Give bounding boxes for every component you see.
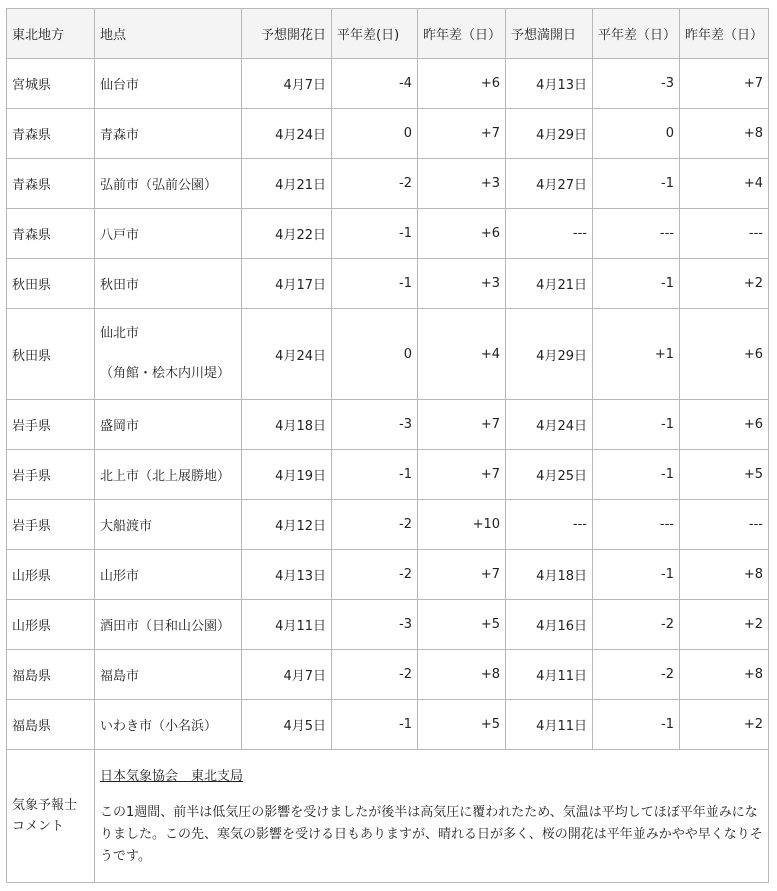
cell-full-normal-diff: -1 (593, 259, 680, 309)
cell-full-normal-diff: -2 (593, 600, 680, 650)
cell-full-bloom-date: --- (506, 500, 593, 550)
cell-bloom-date: 4月18日 (242, 400, 332, 450)
cell-bloom-date: 4月21日 (242, 159, 332, 209)
cell-bloom-lastyear-diff: +3 (418, 159, 506, 209)
cell-full-normal-diff: -1 (593, 700, 680, 750)
cell-prefecture: 山形県 (7, 600, 95, 650)
cell-bloom-lastyear-diff: +7 (418, 109, 506, 159)
cell-prefecture: 秋田県 (7, 309, 95, 400)
cell-site (95, 309, 242, 400)
cell-bloom-normal-diff: 0 (332, 309, 418, 400)
header-full-lastyear-diff: 昨年差（日） (680, 9, 769, 59)
cell-full-bloom-date: 4月11日 (506, 650, 593, 700)
cell-site-line2: （角館・桧木内川堤） (100, 366, 231, 381)
cell-bloom-date: 4月5日 (242, 700, 332, 750)
forecaster-comment-row (7, 750, 769, 883)
cell-full-lastyear-diff: +8 (680, 550, 769, 600)
cell-full-lastyear-diff: +2 (680, 600, 769, 650)
cell-full-normal-diff: 0 (593, 109, 680, 159)
cell-bloom-normal-diff: -4 (332, 59, 418, 109)
cell-bloom-lastyear-diff: +5 (418, 600, 506, 650)
cell-full-bloom-date: 4月18日 (506, 550, 593, 600)
cell-bloom-normal-diff: -1 (332, 259, 418, 309)
cell-site: 八戸市 (95, 209, 242, 259)
cell-full-lastyear-diff: --- (680, 500, 769, 550)
cell-full-normal-diff: +1 (593, 309, 680, 400)
cell-full-normal-diff: -1 (593, 159, 680, 209)
table-row (7, 550, 769, 600)
cell-full-normal-diff: -2 (593, 650, 680, 700)
cell-bloom-date: 4月19日 (242, 450, 332, 500)
cell-bloom-lastyear-diff: +10 (418, 500, 506, 550)
cell-bloom-normal-diff: -3 (332, 400, 418, 450)
cell-prefecture: 秋田県 (7, 259, 95, 309)
cell-full-lastyear-diff: +2 (680, 700, 769, 750)
comment-label-line2: コメント (12, 819, 65, 834)
table-row (7, 650, 769, 700)
cell-bloom-normal-diff: -2 (332, 550, 418, 600)
sakura-forecast-table (6, 8, 769, 883)
comment-label (7, 750, 95, 883)
table-row (7, 700, 769, 750)
cell-full-lastyear-diff: +2 (680, 259, 769, 309)
cell-bloom-date: 4月7日 (242, 650, 332, 700)
table-row (7, 59, 769, 109)
cell-site: 盛岡市 (95, 400, 242, 450)
table-row (7, 600, 769, 650)
cell-bloom-date: 4月13日 (242, 550, 332, 600)
cell-bloom-date: 4月24日 (242, 109, 332, 159)
cell-full-normal-diff: -3 (593, 59, 680, 109)
header-region: 東北地方 (7, 9, 95, 59)
cell-bloom-normal-diff: -3 (332, 600, 418, 650)
cell-bloom-normal-diff: 0 (332, 109, 418, 159)
table-row (7, 500, 769, 550)
cell-full-bloom-date: 4月27日 (506, 159, 593, 209)
comment-body: この1週間、前半は低気圧の影響を受けましたが後半は高気圧に覆われたため、気温は平均してほぼ平年並みになりました。この先、寒気の影響を受ける日もありますが、晴れる日が多く、桜の開花は平年並みかやや早くなりそうです。 (100, 804, 763, 864)
table-row (7, 159, 769, 209)
comment-label-line1: 気象予報士 (12, 798, 78, 813)
table-header-row (7, 9, 769, 59)
cell-bloom-lastyear-diff: +8 (418, 650, 506, 700)
cell-bloom-normal-diff: -2 (332, 159, 418, 209)
cell-full-lastyear-diff: +8 (680, 109, 769, 159)
cell-full-lastyear-diff: +8 (680, 650, 769, 700)
cell-prefecture: 山形県 (7, 550, 95, 600)
cell-full-bloom-date: 4月25日 (506, 450, 593, 500)
table-row (7, 309, 769, 400)
cell-prefecture: 岩手県 (7, 500, 95, 550)
cell-site: 秋田市 (95, 259, 242, 309)
header-site: 地点 (95, 9, 242, 59)
cell-bloom-date: 4月7日 (242, 59, 332, 109)
cell-site: 酒田市（日和山公園） (95, 600, 242, 650)
cell-site-line1: 仙北市 (100, 326, 140, 341)
cell-bloom-normal-diff: -2 (332, 650, 418, 700)
cell-bloom-date: 4月12日 (242, 500, 332, 550)
cell-prefecture: 青森県 (7, 209, 95, 259)
table-row (7, 259, 769, 309)
cell-prefecture: 青森県 (7, 109, 95, 159)
header-full-normal-diff: 平年差（日） (593, 9, 680, 59)
cell-bloom-lastyear-diff: +7 (418, 450, 506, 500)
cell-site: 青森市 (95, 109, 242, 159)
cell-full-bloom-date: 4月21日 (506, 259, 593, 309)
cell-full-bloom-date: 4月29日 (506, 109, 593, 159)
cell-prefecture: 岩手県 (7, 400, 95, 450)
cell-full-lastyear-diff: --- (680, 209, 769, 259)
cell-bloom-date: 4月11日 (242, 600, 332, 650)
cell-bloom-normal-diff: -2 (332, 500, 418, 550)
cell-bloom-lastyear-diff: +7 (418, 550, 506, 600)
cell-bloom-normal-diff: -1 (332, 700, 418, 750)
cell-bloom-date: 4月17日 (242, 259, 332, 309)
cell-bloom-lastyear-diff: +6 (418, 59, 506, 109)
header-bloom-date: 予想開花日 (242, 9, 332, 59)
table-row (7, 109, 769, 159)
cell-bloom-lastyear-diff: +5 (418, 700, 506, 750)
cell-bloom-lastyear-diff: +3 (418, 259, 506, 309)
cell-bloom-normal-diff: -1 (332, 450, 418, 500)
cell-site: 福島市 (95, 650, 242, 700)
cell-prefecture: 岩手県 (7, 450, 95, 500)
cell-full-bloom-date: 4月24日 (506, 400, 593, 450)
header-bloom-lastyear-diff: 昨年差（日） (418, 9, 506, 59)
cell-prefecture: 福島県 (7, 650, 95, 700)
cell-full-bloom-date: --- (506, 209, 593, 259)
cell-bloom-date: 4月24日 (242, 309, 332, 400)
cell-full-bloom-date: 4月16日 (506, 600, 593, 650)
cell-full-normal-diff: -1 (593, 450, 680, 500)
cell-site: 弘前市（弘前公園） (95, 159, 242, 209)
cell-full-normal-diff: -1 (593, 550, 680, 600)
cell-bloom-lastyear-diff: +4 (418, 309, 506, 400)
cell-site: 北上市（北上展勝地） (95, 450, 242, 500)
cell-site: 大船渡市 (95, 500, 242, 550)
cell-full-normal-diff: -1 (593, 400, 680, 450)
comment-organization: 日本気象協会 東北支局 (100, 768, 244, 784)
cell-full-normal-diff: --- (593, 209, 680, 259)
cell-site: 仙台市 (95, 59, 242, 109)
cell-full-lastyear-diff: +7 (680, 59, 769, 109)
table-row (7, 400, 769, 450)
header-bloom-normal-diff: 平年差(日) (332, 9, 418, 59)
cell-prefecture: 福島県 (7, 700, 95, 750)
cell-bloom-lastyear-diff: +7 (418, 400, 506, 450)
cell-full-lastyear-diff: +6 (680, 400, 769, 450)
cell-full-bloom-date: 4月29日 (506, 309, 593, 400)
cell-prefecture: 宮城県 (7, 59, 95, 109)
cell-site: いわき市（小名浜） (95, 700, 242, 750)
cell-bloom-normal-diff: -1 (332, 209, 418, 259)
cell-prefecture: 青森県 (7, 159, 95, 209)
cell-full-lastyear-diff: +6 (680, 309, 769, 400)
cell-full-lastyear-diff: +4 (680, 159, 769, 209)
table-row (7, 209, 769, 259)
cell-full-normal-diff: --- (593, 500, 680, 550)
cell-bloom-date: 4月22日 (242, 209, 332, 259)
cell-site: 山形市 (95, 550, 242, 600)
comment-content (95, 750, 769, 883)
cell-full-bloom-date: 4月13日 (506, 59, 593, 109)
header-full-bloom-date: 予想満開日 (506, 9, 593, 59)
table-row (7, 450, 769, 500)
cell-full-lastyear-diff: +5 (680, 450, 769, 500)
cell-full-bloom-date: 4月11日 (506, 700, 593, 750)
cell-bloom-lastyear-diff: +6 (418, 209, 506, 259)
